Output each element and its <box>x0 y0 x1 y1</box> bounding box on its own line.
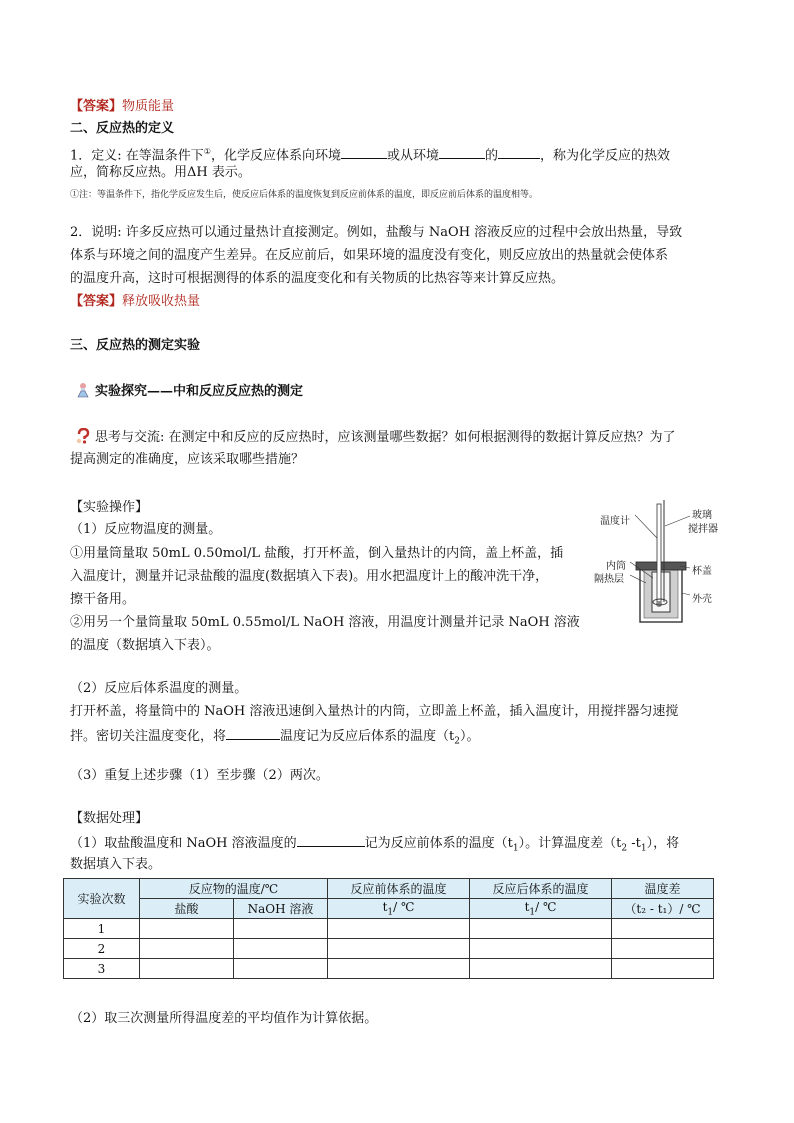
unit: / ℃ <box>535 899 557 914</box>
label-shell: 外壳 <box>692 594 712 605</box>
note-line-1: 2．说明: 许多反应热可以通过量热计直接测定。例如，盐酸与 NaOH 溶液反应的过程中会放出热量，导致 <box>70 225 683 240</box>
definition-text-a: 1．定义: 在等温条件下 <box>70 148 204 164</box>
think-text-1: 思考与交流: 在测定中和反应的反应热时，应该测量哪些数据？如何根据测得的数据计算反应热？为了 <box>95 430 676 445</box>
definition-line-2: 应，简称反应热。用ΔH 表示。 <box>70 165 251 180</box>
subscript: 1 <box>529 907 536 918</box>
operation-step-1: （1）反应物温度的测量。 <box>70 522 222 537</box>
fill-blank[interactable] <box>297 833 365 847</box>
table-cell[interactable] <box>328 919 470 939</box>
subheader-t1-after <box>470 899 612 919</box>
subheader-naoh: NaOH 溶液 <box>234 899 328 919</box>
subscript: 1 <box>387 907 394 918</box>
answer-text: 释放吸收热量 <box>122 294 201 309</box>
label-inner-cup: 内筒 <box>606 561 626 572</box>
dp-text-a: （1）取盐酸温度和 NaOH 溶液温度的 <box>70 836 297 851</box>
t-symbol: t <box>382 899 388 914</box>
note-line-2: 体系与环境之间的温度产生差异。在反应前后，如果环境的温度没有变化，则反应放出的热量就会使体系 <box>70 248 669 263</box>
table-cell[interactable] <box>470 939 612 959</box>
subscript: 1 <box>640 843 647 854</box>
label-glass-2: 搅拌器 <box>688 524 718 535</box>
fill-blank[interactable] <box>226 726 280 740</box>
table-row <box>64 919 714 939</box>
table-cell[interactable] <box>234 959 328 979</box>
operation-1a-line-3: 擦干备用。 <box>70 592 136 607</box>
section-2-title: 二、反应热的定义 <box>70 121 175 136</box>
answer-tag: 【答案】 <box>70 294 123 309</box>
table-cell[interactable] <box>140 939 234 959</box>
think-line-1 <box>75 428 676 447</box>
subheader-diff: （t₂ - t₁）/ ℃ <box>612 899 714 919</box>
definition-text-b: ，化学反应体系向环境 <box>210 148 341 164</box>
label-thermometer: 温度计 <box>600 516 630 527</box>
operation-step-3: （3）重复上述步骤（1）至步骤（2）两次。 <box>70 768 329 783</box>
row-number: 3 <box>64 959 140 979</box>
dp-text-c: ）。计算温度差（t <box>518 836 622 851</box>
calorimeter-diagram <box>594 498 720 628</box>
explore-title-line <box>75 382 303 401</box>
operation-step-2: （2）反应后体系温度的测量。 <box>70 681 248 696</box>
operation-2-text-c: ）。 <box>459 729 480 744</box>
header-reactant-temp: 反应物的温度/℃ <box>140 879 328 899</box>
table-cell[interactable] <box>612 919 714 939</box>
operation-2-text-b: 温度记为反应后体系的温度（t <box>280 729 455 744</box>
table-cell[interactable] <box>328 959 470 979</box>
row-number: 2 <box>64 939 140 959</box>
answer-text: 物质能量 <box>122 99 175 114</box>
answer-line-1 <box>70 98 174 116</box>
fill-blank[interactable] <box>498 145 540 159</box>
header-after-temp: 反应后体系的温度 <box>470 879 612 899</box>
table-row <box>64 939 714 959</box>
data-processing-line-3: （2）取三次测量所得温度差的平均值作为计算依据。 <box>70 1011 378 1026</box>
subscript: 1 <box>512 843 519 854</box>
fill-blank[interactable] <box>439 145 485 159</box>
header-times: 实验次数 <box>64 879 140 919</box>
table-subheader-row <box>64 899 714 919</box>
dp-text-d: -t <box>627 836 641 851</box>
flask-icon <box>75 382 91 398</box>
answer-tag: 【答案】 <box>70 99 123 114</box>
table-row <box>64 959 714 979</box>
subheader-t1-before <box>328 899 470 919</box>
data-processing-title: 【数据处理】 <box>70 811 149 826</box>
answer-line-2 <box>70 293 200 311</box>
t-symbol: t <box>524 899 530 914</box>
note-line-3: 的温度升高，这时可根据测得的体系的温度变化和有关物质的比热容等来计算反应热。 <box>70 271 565 286</box>
table-cell[interactable] <box>234 919 328 939</box>
section-3-title: 三、反应热的测定实验 <box>70 338 201 353</box>
footnote-mark: ① <box>203 147 211 156</box>
question-mark-icon <box>75 428 91 444</box>
operation-title: 【实验操作】 <box>70 500 149 515</box>
table-cell[interactable] <box>470 959 612 979</box>
subscript: 2 <box>621 843 628 854</box>
explore-title: 实验探究——中和反应反应热的测定 <box>95 384 304 399</box>
table-cell[interactable] <box>140 919 234 939</box>
table-cell[interactable] <box>470 919 612 939</box>
table-cell[interactable] <box>612 939 714 959</box>
table-cell[interactable] <box>234 939 328 959</box>
operation-1a-line-2: 入温度计，测量并记录盐酸的温度(数据填入下表)。用水把温度计上的酸冲洗干净， <box>70 569 549 584</box>
think-line-2: 提高测定的准确度，应该采取哪些措施？ <box>70 452 305 467</box>
definition-line-1 <box>70 143 670 165</box>
table-header-row <box>64 879 714 899</box>
operation-1b-line-1: ②用另一个量筒量取 50mL 0.55mol/L NaOH 溶液，用温度计测量并记录 NaOH 溶液 <box>70 615 580 630</box>
label-lid: 杯盖 <box>692 566 712 577</box>
operation-2-line-1: 打开杯盖，将量筒中的 NaOH 溶液迅速倒入量热计的内筒，立即盖上杯盖，插入温度计，用搅拌器匀速搅 <box>70 704 679 719</box>
operation-2-text-a: 拌。密切关注温度变化，将 <box>70 729 227 744</box>
header-temp-diff: 温度差 <box>612 879 714 899</box>
table-cell[interactable] <box>328 939 470 959</box>
definition-text-c: 或从环境 <box>386 148 439 164</box>
definition-text-e: ，称为化学反应的热效 <box>540 148 671 164</box>
subheader-hcl: 盐酸 <box>140 899 234 919</box>
table-cell[interactable] <box>612 959 714 979</box>
data-processing-line-2: 数据填入下表。 <box>70 857 162 872</box>
label-insulation: 隔热层 <box>594 574 624 585</box>
table-cell[interactable] <box>140 959 234 979</box>
operation-2-line-2 <box>70 726 480 751</box>
data-table <box>63 878 714 979</box>
fill-blank[interactable] <box>341 145 387 159</box>
unit: / ℃ <box>393 899 415 914</box>
footnote: ①注：等温条件下，指化学反应发生后，使反应后体系的温度恢复到反应前体系的温度，即反应前后体系的温度相等。 <box>70 190 539 200</box>
row-number: 1 <box>64 919 140 939</box>
operation-1a-line-1: ①用量筒量取 50mL 0.50mol/L 盐酸，打开杯盖，倒入量热计的内筒，盖上杯盖，插 <box>70 546 564 561</box>
subscript: 2 <box>454 736 460 747</box>
data-processing-line-1 <box>70 833 679 858</box>
dp-text-b: 记为反应前体系的温度（t <box>364 836 513 851</box>
definition-text-d: 的 <box>485 148 499 164</box>
operation-1b-line-2: 的温度（数据填入下表）。 <box>70 638 220 653</box>
label-glass-1: 玻璃 <box>692 510 712 521</box>
header-before-temp: 反应前体系的温度 <box>328 879 470 899</box>
dp-text-e: ），将 <box>646 836 680 851</box>
